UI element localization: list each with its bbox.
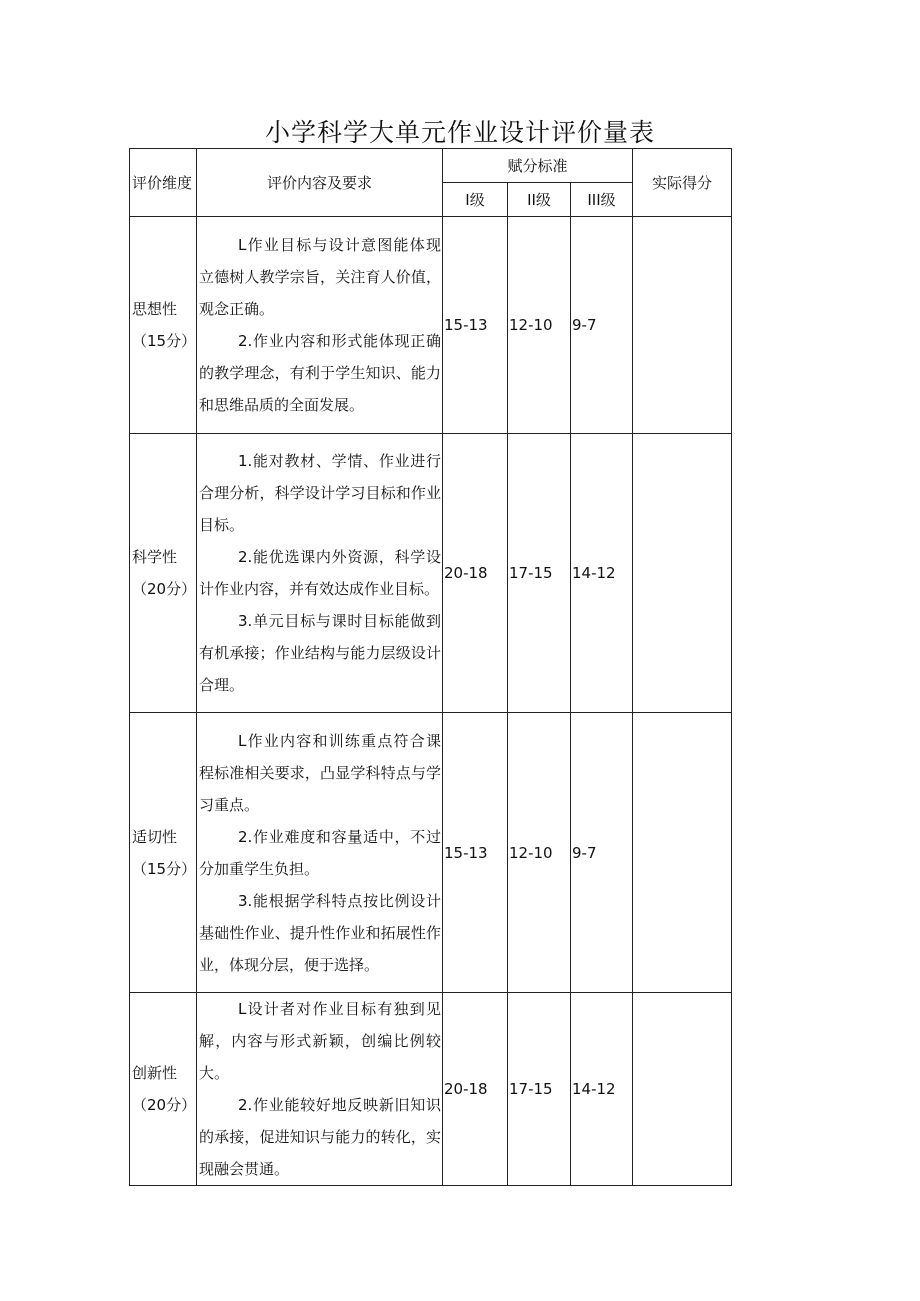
score-level-1: 20-18 <box>443 993 508 1186</box>
requirement-item: 1.能对教材、学情、作业进行合理分析，科学设计学习目标和作业目标。 <box>199 452 441 534</box>
table-row <box>130 993 732 1186</box>
header-actual: 实际得分 <box>633 149 732 217</box>
score-level-2: 12-10 <box>508 217 571 434</box>
score-level-2: 12-10 <box>508 713 571 993</box>
score-level-3: 9-7 <box>571 217 633 434</box>
requirements-cell <box>197 993 443 1186</box>
dimension-label: 思想性 <box>132 300 178 318</box>
score-level-3: 14-12 <box>571 434 633 713</box>
dimension-points: （15分） <box>132 332 197 350</box>
score-level-3: 14-12 <box>571 993 633 1186</box>
dimension-cell <box>130 217 197 434</box>
actual-score-cell[interactable] <box>633 993 732 1186</box>
requirements-cell <box>197 713 443 993</box>
requirements-cell <box>197 434 443 713</box>
header-level-2: II级 <box>508 183 571 217</box>
dimension-cell <box>130 713 197 993</box>
dimension-label: 科学性 <box>132 548 178 566</box>
dimension-points: （20分） <box>132 580 197 598</box>
requirement-item: 3.单元目标与课时目标能做到有机承接；作业结构与能力层级设计合理。 <box>199 612 441 694</box>
header-standard: 赋分标准 <box>443 149 633 183</box>
table-row <box>130 713 732 993</box>
actual-score-cell[interactable] <box>633 434 732 713</box>
requirement-item: 2.能优选课内外资源，科学设计作业内容，并有效达成作业目标。 <box>199 548 441 598</box>
table-row <box>130 217 732 434</box>
actual-score-cell[interactable] <box>633 713 732 993</box>
evaluation-table <box>129 148 732 1186</box>
dimension-label: 适切性 <box>132 827 178 846</box>
dimension-label: 创新性 <box>132 1064 178 1082</box>
requirement-item: L设计者对作业目标有独到见解，内容与形式新颖，创编比例较大。 <box>199 1000 441 1082</box>
header-content: 评价内容及要求 <box>197 149 443 217</box>
score-level-1: 20-18 <box>443 434 508 713</box>
score-level-3: 9-7 <box>571 713 633 993</box>
requirement-item: 2.作业能较好地反映新旧知识的承接，促进知识与能力的转化，实现融会贯通。 <box>199 1096 441 1178</box>
header-row-top <box>130 149 732 183</box>
score-level-2: 17-15 <box>508 434 571 713</box>
requirement-item: 2.作业难度和容量适中，不过分加重学生负担。 <box>199 827 441 878</box>
score-level-2: 17-15 <box>508 993 571 1186</box>
header-level-3: III级 <box>571 183 633 217</box>
score-level-1: 15-13 <box>443 713 508 993</box>
dimension-points: （20分） <box>132 1096 197 1114</box>
requirement-item: L作业内容和训练重点符合课程标准相关要求，凸显学科特点与学习重点。 <box>199 731 441 814</box>
requirement-item: 2.作业内容和形式能体现正确的教学理念，有利于学生知识、能力和思维品质的全面发展。 <box>199 332 441 414</box>
requirements-cell <box>197 217 443 434</box>
table-row <box>130 434 732 713</box>
requirement-item: 3.能根据学科特点按比例设计基础性作业、提升性作业和拓展性作业，体现分层，便于选择。 <box>199 891 441 974</box>
header-dimension: 评价维度 <box>130 149 197 217</box>
page-title: 小学科学大单元作业设计评价量表 <box>264 118 655 147</box>
requirement-item: L作业目标与设计意图能体现立德树人教学宗旨，关注育人价值，观念正确。 <box>199 236 441 318</box>
dimension-cell <box>130 993 197 1186</box>
header-level-1: I级 <box>443 183 508 217</box>
dimension-points: （15分） <box>132 859 197 878</box>
dimension-cell <box>130 434 197 713</box>
actual-score-cell[interactable] <box>633 217 732 434</box>
score-level-1: 15-13 <box>443 217 508 434</box>
